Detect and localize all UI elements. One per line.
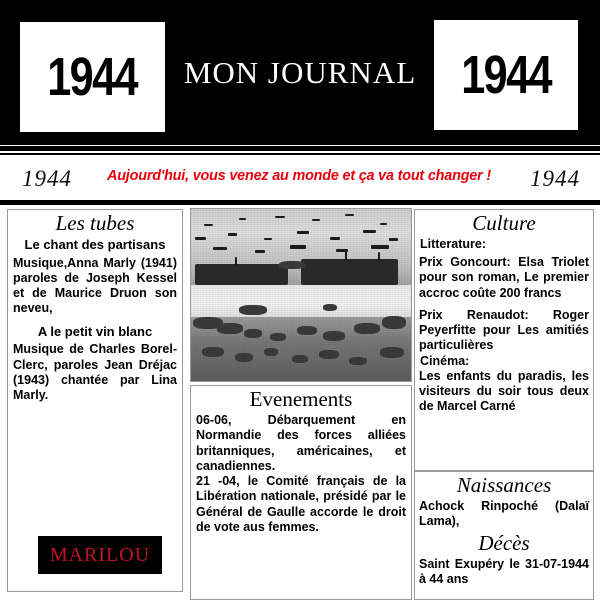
event-item-2: 21 -04, le Comité français de la Libération nationale, présidé par le Général de Gaulle accorde le droit de vote aus femmes. <box>196 474 406 534</box>
marilou-label: MARILOU <box>49 543 151 566</box>
subtitle-year-left: 1944 <box>22 166 72 191</box>
section-title-culture: Culture <box>472 211 536 235</box>
death-item-1: Saint Exupéry le 31-07-1944 à 44 ans <box>419 556 589 586</box>
culture-item-goncourt: Prix Goncourt: Elsa Triolet pour son roman, Le premier accroc coûte 200 francs <box>419 255 589 300</box>
culture-heading-litterature: Litterature: <box>420 237 486 252</box>
column-evenements <box>190 385 412 600</box>
song-title-1: Le chant des partisans <box>24 237 166 253</box>
birth-item-1: Achock Rinpoché (Dalaï Lama), <box>419 499 589 529</box>
culture-item-cinema: Les enfants du paradis, les visiteurs du soir tous deux de Marcel Carné <box>419 368 589 414</box>
event-item-1: 06-06, Débarquement en Normandie des forces alliées britanniques, américaines, et canadiennes. <box>196 413 406 473</box>
column-naissances-deces <box>414 471 594 600</box>
song-credits-2: Musique de Charles Borel-Clerc, paroles Jean Dréjac (1943) chantée par Lina Marly. <box>13 342 177 403</box>
subtitle-bar <box>0 158 600 198</box>
culture-item-renaudot: Prix Renaudot: Roger Peyerfitte pour Les amitiés particulières <box>419 307 589 353</box>
section-title-tubes: Les tubes <box>55 211 135 235</box>
masthead-year-left-box <box>20 22 165 132</box>
masthead-year-right: 1944 <box>461 45 551 105</box>
song-title-2: A le petit vin blanc <box>37 323 153 339</box>
masthead-rule-thin <box>0 153 600 155</box>
content-top-rule <box>0 200 600 205</box>
subtitle-year-right: 1944 <box>530 166 580 191</box>
normandy-landing-photo <box>190 208 412 382</box>
section-title-evenements: Evenements <box>249 387 353 411</box>
column-culture <box>414 209 594 471</box>
column-tubes <box>7 209 183 592</box>
masthead <box>0 0 600 145</box>
section-title-naissances: Naissances <box>456 473 552 497</box>
paper-title: MON JOURNAL <box>183 54 417 90</box>
song-credits-1: Musique,Anna Marly (1941) paroles de Joseph Kessel et de Maurice Druon son neveu, <box>13 255 177 316</box>
culture-heading-cinema: Cinéma: <box>420 353 470 368</box>
subtitle-slogan: Aujourd'hui, vous venez au monde et ça va tout changer ! <box>107 167 491 184</box>
masthead-rule-thick <box>0 146 600 151</box>
marilou-banner <box>38 536 162 574</box>
section-title-deces: Décès <box>478 530 530 555</box>
masthead-year-right-box <box>434 20 578 130</box>
masthead-year-left: 1944 <box>47 47 138 107</box>
